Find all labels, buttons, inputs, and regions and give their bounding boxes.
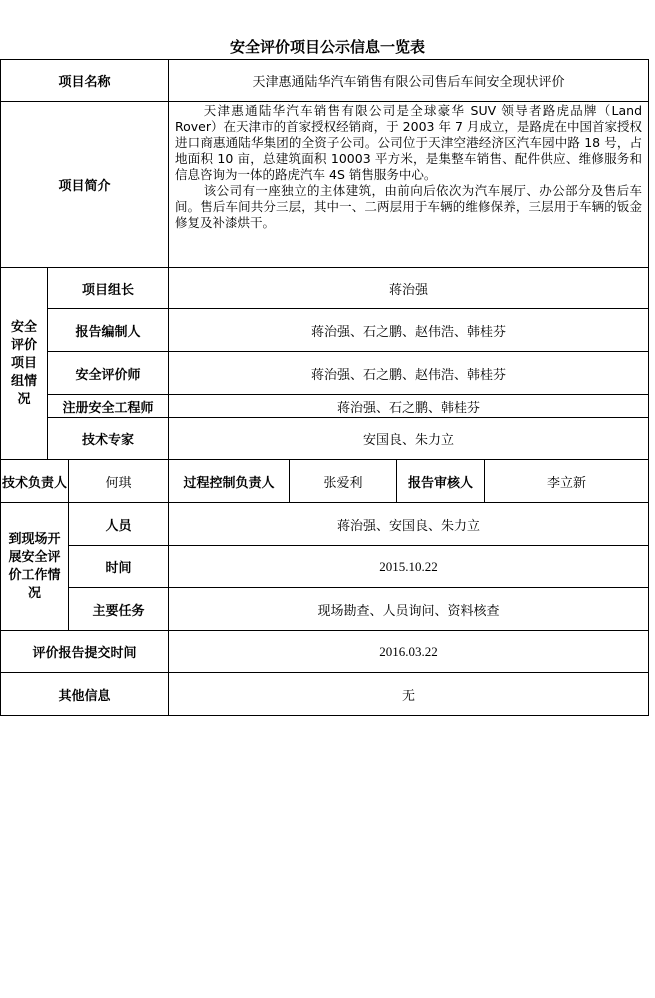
reviewer-value: 李立新 xyxy=(485,460,649,503)
report-writer-value: 蒋治强、石之鹏、赵伟浩、韩桂芬 xyxy=(169,309,649,352)
row-onsite-task xyxy=(1,588,649,631)
onsite-task-value: 现场勘查、人员询问、资料核查 xyxy=(169,588,649,631)
team-leader-label: 项目组长 xyxy=(48,268,169,309)
onsite-task-label: 主要任务 xyxy=(69,588,169,631)
row-submission xyxy=(1,631,649,673)
other-info-label: 其他信息 xyxy=(1,673,169,716)
row-other-info xyxy=(1,673,649,716)
row-safety-engineer xyxy=(1,395,649,418)
row-onsite-personnel xyxy=(1,503,649,546)
row-responsibles xyxy=(1,460,649,503)
safety-engineer-label: 注册安全工程师 xyxy=(48,395,169,418)
row-report-writer xyxy=(1,309,649,352)
tech-expert-label: 技术专家 xyxy=(48,418,169,460)
submission-value: 2016.03.22 xyxy=(169,631,649,673)
project-name-label: 项目名称 xyxy=(1,60,169,102)
row-team-leader xyxy=(1,268,649,309)
other-info-value: 无 xyxy=(169,673,649,716)
project-intro-paragraph-2: 该公司有一座独立的主体建筑，由前向后依次为汽车展厅、办公部分及售后车间。售后车间共分三层，其中一、二两层用于车辆的维修保养，三层用于车辆的钣金修复及补漆烘干。 xyxy=(175,183,643,230)
row-onsite-time xyxy=(1,546,649,588)
row-assessor xyxy=(1,352,649,395)
safety-engineer-value: 蒋治强、石之鹏、韩桂芬 xyxy=(169,395,649,418)
tech-expert-value: 安国良、朱力立 xyxy=(169,418,649,460)
project-intro-paragraph-1: 天津惠通陆华汽车销售有限公司是全球豪华 SUV 领导者路虎品牌（Land Rover）在天津市的首家授权经销商，于 2003 年 7 月成立，是路虎在中国首家授权进口商惠通陆华集团的全资子公司。公司位于天津空港经济区汽车园中路 18 号，占地面积 10 亩，总建筑面积 10003 平方米，是集整车销售、配件供应、维修服务和信息咨询为一体的路虎汽车 4S 销售服务中心。 xyxy=(175,103,643,182)
team-group-label: 安全评价项目组情况 xyxy=(1,268,48,460)
project-intro-label: 项目简介 xyxy=(1,102,169,268)
onsite-time-label: 时间 xyxy=(69,546,169,588)
row-tech-expert xyxy=(1,418,649,460)
project-name-value: 天津惠通陆华汽车销售有限公司售后车间安全现状评价 xyxy=(169,60,649,102)
project-intro-text xyxy=(169,102,649,268)
process-control-value: 张爱利 xyxy=(290,460,397,502)
row-project-name xyxy=(1,60,649,102)
responsibles-middle xyxy=(169,460,485,503)
onsite-time-value: 2015.10.22 xyxy=(169,546,649,588)
assessor-value: 蒋治强、石之鹏、赵伟浩、韩桂芬 xyxy=(169,352,649,395)
onsite-personnel-label: 人员 xyxy=(69,503,169,546)
tech-lead-value: 何琪 xyxy=(69,460,169,503)
onsite-personnel-value: 蒋治强、安国良、朱力立 xyxy=(169,503,649,546)
info-table xyxy=(0,59,649,716)
team-leader-value: 蒋治强 xyxy=(169,268,649,309)
report-writer-label: 报告编制人 xyxy=(48,309,169,352)
row-project-intro xyxy=(1,102,649,268)
tech-lead-label: 技术负责人 xyxy=(1,460,69,503)
page-title: 安全评价项目公示信息一览表 xyxy=(229,38,425,56)
reviewer-label: 报告审核人 xyxy=(408,475,474,491)
submission-label: 评价报告提交时间 xyxy=(1,631,169,673)
onsite-group-label: 到现场开展安全评价工作情况 xyxy=(1,503,69,631)
process-control-label: 过程控制负责人 xyxy=(169,460,290,502)
assessor-label: 安全评价师 xyxy=(48,352,169,395)
